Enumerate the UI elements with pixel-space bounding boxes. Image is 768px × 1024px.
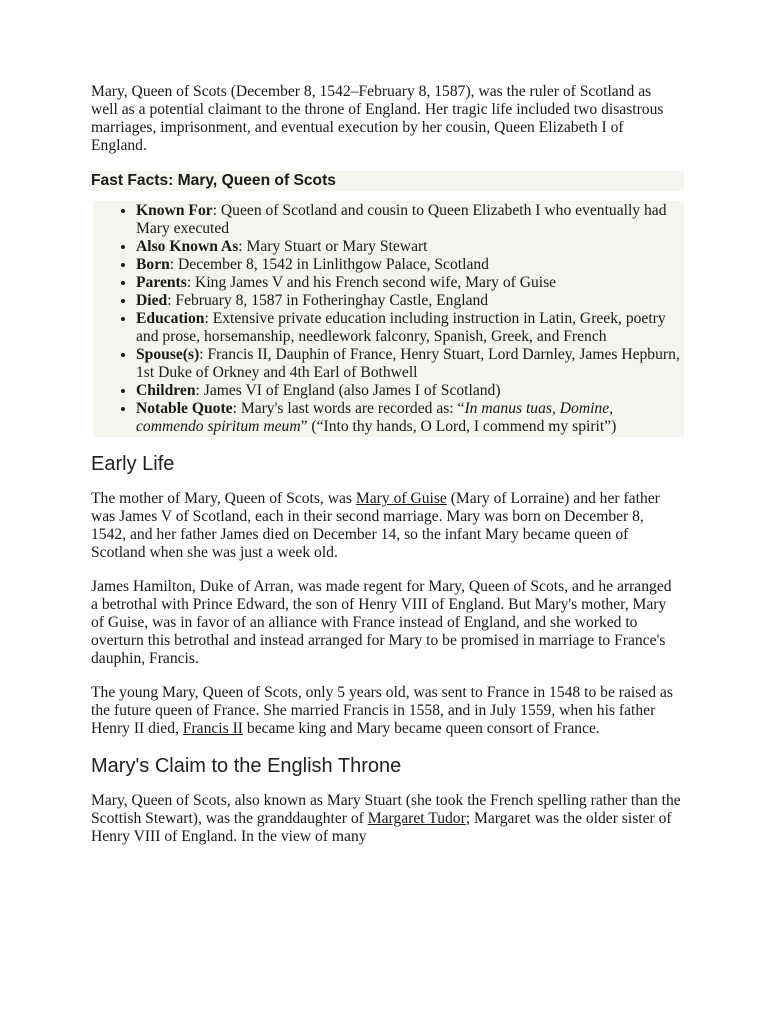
text: The young Mary, Queen of Scots, only 5 years old, was sent to France in 1548 to be raised as the future queen of France. She married Francis in 1558, and in July 1559, when his father Henry II died,	[91, 684, 673, 737]
fact-text: : February 8, 1587 in Fotheringhay Castle, England	[167, 292, 489, 309]
fast-facts-heading: Fast Facts: Mary, Queen of Scots	[89, 171, 684, 191]
fact-known-for	[136, 202, 684, 238]
early-life-heading: Early Life	[91, 453, 175, 475]
quote-latin: In manus tuas, Domine, commendo spiritum meum	[136, 400, 614, 435]
fact-text: : Mary Stuart or Mary Stewart	[238, 238, 428, 255]
fact-text: : King James V and his French second wife, Mary of Guise	[186, 274, 557, 291]
claim-paragraph-1	[91, 792, 681, 846]
fact-label: Also Known As	[136, 238, 239, 255]
fact-died	[136, 292, 684, 310]
fact-education	[136, 310, 684, 346]
fast-facts-list	[93, 202, 684, 436]
text: The mother of Mary, Queen of Scots, was	[91, 490, 356, 507]
fact-label: Known For	[136, 202, 213, 219]
fact-text: : Francis II, Dauphin of France, Henry Stuart, Lord Darnley, James Hepburn, 1st Duke of Orkney and 4th Earl of Bothwell	[136, 346, 680, 381]
text: (Mary of Lorraine) and her father was James V of Scotland, each in their second marriage. Mary was born on December 8, 1542, and her father James died on December 14, so the infant Mary became queen of Scotland when she was just a week old.	[91, 490, 660, 561]
fact-also-known-as	[136, 238, 684, 256]
quote-pre: : Mary's last words are recorded as: “	[232, 400, 465, 417]
text: ; Margaret was the older sister of Henry VIII of England. In the view of many	[91, 810, 672, 845]
early-life-paragraph-3	[91, 684, 681, 738]
fact-label: Education	[136, 310, 205, 327]
fact-notable-quote	[136, 400, 684, 436]
fact-text: : Queen of Scotland and cousin to Queen Elizabeth I who eventually had Mary executed	[136, 202, 667, 237]
mary-of-guise-link[interactable]: Mary of Guise	[355, 490, 447, 507]
fact-label: Born	[136, 256, 170, 273]
fact-spouses	[136, 346, 684, 382]
fact-label: Spouse(s)	[136, 346, 200, 363]
fast-facts-box	[93, 201, 684, 437]
fact-label: Died	[136, 292, 168, 309]
quote-post: ” (“Into thy hands, O Lord, I commend my spirit”)	[300, 418, 617, 435]
claim-heading: Mary's Claim to the English Throne	[91, 755, 402, 777]
early-life-paragraph-1	[91, 490, 681, 562]
fact-children	[136, 382, 684, 400]
fact-text: : Extensive private education including instruction in Latin, Greek, poetry and prose, horsemanship, needlework falconry, Spanish, Greek, and French	[136, 310, 666, 345]
francis-ii-link[interactable]: Francis II	[182, 720, 243, 737]
article	[91, 83, 681, 862]
fact-text: : James VI of England (also James I of Scotland)	[195, 382, 501, 399]
intro-paragraph: Mary, Queen of Scots (December 8, 1542–February 8, 1587), was the ruler of Scotland as well as a potential claimant to the throne of England. Her tragic life included two disastrous marriages, imprisonment, and eventual execution by her cousin, Queen Elizabeth I of England.	[91, 83, 664, 154]
text: became king and Mary became queen consort of France.	[243, 720, 600, 737]
fact-label: Children	[136, 382, 196, 399]
fact-text: : December 8, 1542 in Linlithgow Palace, Scotland	[169, 256, 489, 273]
fact-born	[136, 256, 684, 274]
text: Mary, Queen of Scots, also known as Mary Stuart (she took the French spelling rather than the Scottish Stewart), was the granddaughter of	[91, 792, 681, 827]
margaret-tudor-link[interactable]: Margaret Tudor	[367, 810, 466, 827]
fact-label: Parents	[136, 274, 187, 291]
fact-label: Notable Quote	[136, 400, 233, 417]
early-life-paragraph-2: James Hamilton, Duke of Arran, was made regent for Mary, Queen of Scots, and he arranged a betrothal with Prince Edward, the son of Henry VIII of England. But Mary's mother, Mary of Guise, was in favor of an alliance with France instead of England, and she worked to overturn this betrothal and instead arranged for Mary to be promised in marriage to France's dauphin, Francis.	[91, 578, 672, 667]
fact-parents	[136, 274, 684, 292]
